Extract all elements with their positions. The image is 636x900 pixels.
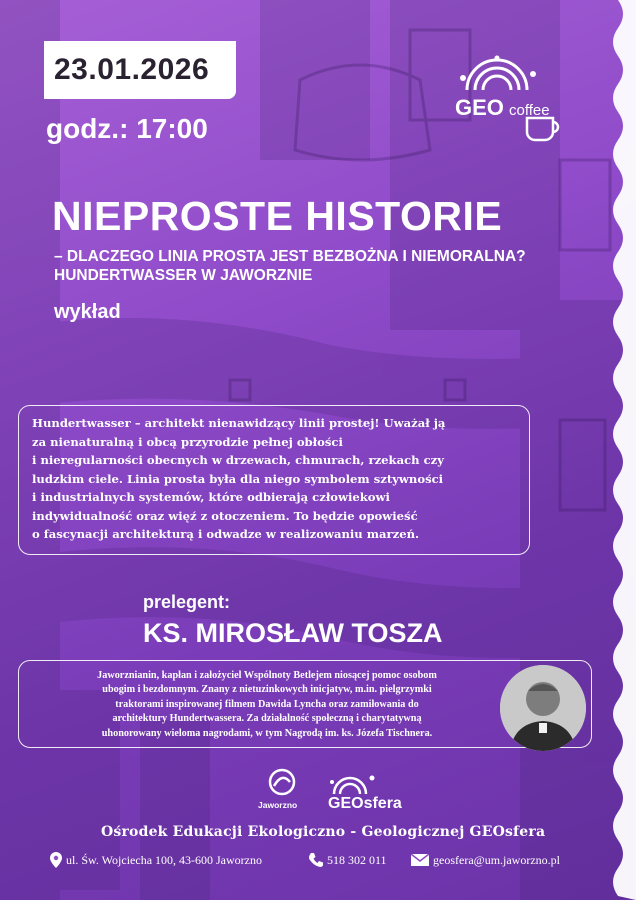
description-line: ludzkim ciele. Linia prosta była dla niego symbolem sztywności	[32, 471, 444, 486]
speaker-portrait-icon	[500, 665, 586, 751]
speaker-photo	[500, 665, 586, 751]
speaker-label: prelegent:	[143, 592, 231, 612]
description-line: Hundertwasser – architekt nienawidzący linii prostej! Uważał ją	[32, 416, 446, 430]
bio-line: traktorami inspirowanej filmem Dawida Lyncha oraz zamiłowania do	[115, 698, 419, 710]
footer-address: ul. Św. Wojciecha 100, 43-600 Jaworzno	[66, 853, 262, 867]
geosfera-emblem-icon	[328, 768, 420, 798]
event-date: 23.01.2026	[54, 53, 210, 86]
description-line: i nieregularności obecnych w drzewach, chmurach, rzekach czy	[32, 453, 444, 467]
date-badge	[44, 41, 236, 99]
phone-icon	[308, 852, 323, 867]
location-pin-icon	[50, 852, 62, 868]
event-time: godz.: 17:00	[46, 113, 208, 144]
speaker-bio	[27, 669, 507, 741]
jaworzno-logo-text: Jaworzno	[258, 800, 298, 810]
description-line: o fascynacji architekturą i odwadze w realizowaniu marzeń.	[32, 527, 420, 541]
description-text	[32, 414, 520, 544]
event-subtitle	[54, 247, 526, 285]
description-line: i industrialnych systemów, które odbierają człowiekowi	[32, 490, 390, 504]
description-box	[18, 405, 530, 555]
event-type: wykład	[54, 301, 121, 323]
envelope-icon	[411, 854, 429, 866]
organizer-name: Ośrodek Edukacji Ekologiczno - Geologicznej GEOsfera	[101, 824, 546, 840]
bio-line: architektury Hundertwassera. Za działalność społeczną i charytatywną	[112, 713, 422, 725]
geosfera-logo	[328, 768, 420, 816]
event-subtitle-line-2: HUNDERTWASSER W JAWORZNIE	[54, 267, 313, 284]
geosfera-logo-text: GEOsfera	[328, 795, 402, 812]
speaker-name: KS. MIROSŁAW TOSZA	[143, 618, 443, 648]
geocoffee-coffee-text: coffee	[509, 102, 550, 119]
event-title: NIEPROSTE HISTORIE	[52, 193, 503, 239]
bio-line: uhonorowany wieloma nagrodami, w tym Nagrodą im. ks. Józefa Tischnera.	[101, 727, 433, 739]
description-line: za nienaturalną i obcą przyrodzie pełnej obłości	[32, 434, 343, 449]
jaworzno-emblem-icon	[252, 768, 312, 800]
jaworzno-logo	[252, 768, 312, 816]
footer-phone: 518 302 011	[327, 853, 387, 867]
bio-line: ubogim i bezdomnym. Znany z nietuzinkowych inicjatyw, m.in. pielgrzymki	[102, 684, 432, 696]
event-subtitle-line-1: – DLACZEGO LINIA PROSTA JEST BEZBOŻNA I NIEMORALNA?	[54, 248, 526, 265]
geocoffee-logo	[447, 50, 577, 145]
bio-line: Jaworznianin, kapłan i założyciel Wspólnoty Betlejem niosącej pomoc osobom	[97, 670, 437, 681]
geocoffee-geo-text: GEO	[455, 95, 504, 120]
description-line: indywidualność oraz więź z otoczeniem. To będzie opowieść	[32, 508, 418, 523]
footer-email: geosfera@um.jaworzno.pl	[433, 853, 561, 867]
